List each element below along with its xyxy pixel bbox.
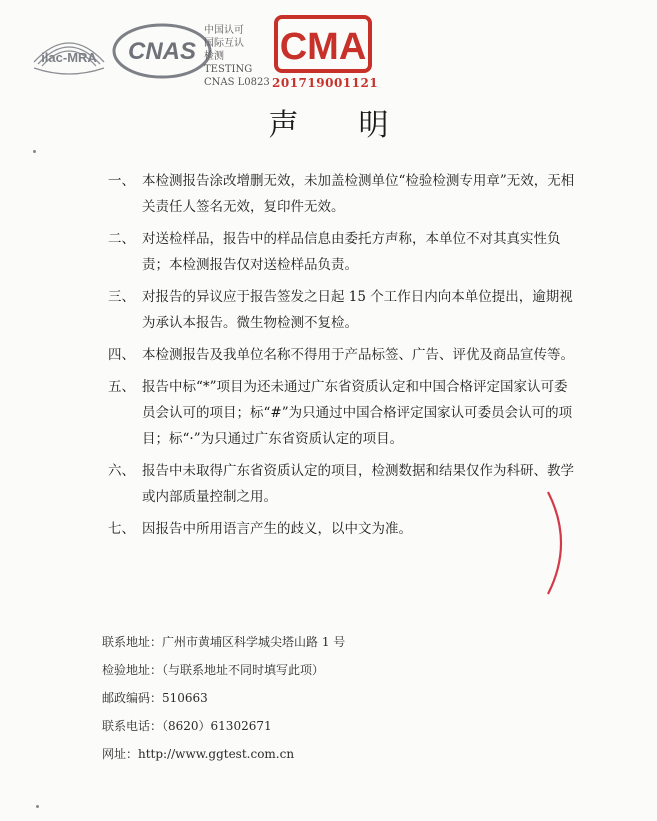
postcode: 邮政编码：510663 xyxy=(102,691,208,705)
cnas-line: TESTING xyxy=(204,64,253,75)
clause-item xyxy=(108,284,578,336)
clause-text: 报告中未取得广东省资质认定的项目，检测数据和结果仅作为科研、教学或内部质量控制之用。 xyxy=(142,463,574,505)
clause-number: 一、 xyxy=(108,173,135,189)
header-logos xyxy=(28,10,638,90)
ilac-mra-logo xyxy=(28,18,110,84)
ilac-logo-text: ilac-MRA xyxy=(41,50,97,65)
page-title: 声明 xyxy=(268,108,449,143)
clause-text: 对报告的异议应于报告签发之日起 15 个工作日内向本单位提出，逾期视为承认本报告。微生物检测不复检。 xyxy=(142,289,573,331)
cnas-line: 国际互认 xyxy=(204,38,244,49)
contact-phone: 联系电话：（8620）61302671 xyxy=(102,719,272,733)
cma-logo-text: CMA xyxy=(279,26,367,68)
contact-address: 联系地址：广州市黄埔区科学城尖塔山路 1 号 xyxy=(102,635,346,649)
inspection-address: 检验地址：（与联系地址不同时填写此项） xyxy=(102,663,325,677)
cma-logo xyxy=(273,14,373,74)
clause-number: 五、 xyxy=(108,379,135,395)
clause-text: 报告中标“*”项目为还未通过广东省资质认定和中国合格评定国家认可委员会认可的项目；标“#”为只通过中国合格评定国家认可委员会认可的项目；标“·”为只通过广东省资质认定的项目。 xyxy=(142,379,573,447)
cma-number: 201719001121 xyxy=(272,76,379,90)
clause-text: 本检测报告及我单位名称不得用于产品标签、广告、评优及商品宣传等。 xyxy=(142,347,574,363)
clause-number: 二、 xyxy=(108,231,135,247)
clause-item xyxy=(108,374,578,452)
cnas-accreditation-text xyxy=(204,24,270,89)
clause-item xyxy=(108,342,578,368)
clause-text: 对送检样品，报告中的样品信息由委托方声称，本单位不对其真实性负责；本检测报告仅对送检样品负责。 xyxy=(142,231,561,273)
clause-item xyxy=(108,168,578,220)
contact-info xyxy=(102,628,345,768)
stamp-edge-mark xyxy=(540,488,580,598)
clause-item xyxy=(108,516,578,542)
cnas-line: CNAS L0823 xyxy=(204,77,270,88)
clause-number: 四、 xyxy=(108,347,135,363)
clause-item xyxy=(108,226,578,278)
website-link[interactable]: 网址：http://www.ggtest.com.cn xyxy=(102,747,295,761)
cnas-logo-text: CNAS xyxy=(127,38,197,65)
scan-speck xyxy=(36,805,39,808)
clause-text: 本检测报告涂改增删无效，未加盖检测单位“检验检测专用章”无效，无相关责任人签名无效，复印件无效。 xyxy=(142,173,575,215)
clause-item xyxy=(108,458,578,510)
clause-number: 六、 xyxy=(108,463,135,479)
cnas-line: 中国认可 xyxy=(204,25,244,36)
statement-clauses xyxy=(108,168,578,548)
clause-number: 三、 xyxy=(108,289,135,305)
clause-text: 因报告中所用语言产生的歧义，以中文为准。 xyxy=(142,521,412,537)
scan-speck xyxy=(33,150,36,153)
clause-number: 七、 xyxy=(108,521,135,537)
cnas-line: 检测 xyxy=(204,51,224,62)
